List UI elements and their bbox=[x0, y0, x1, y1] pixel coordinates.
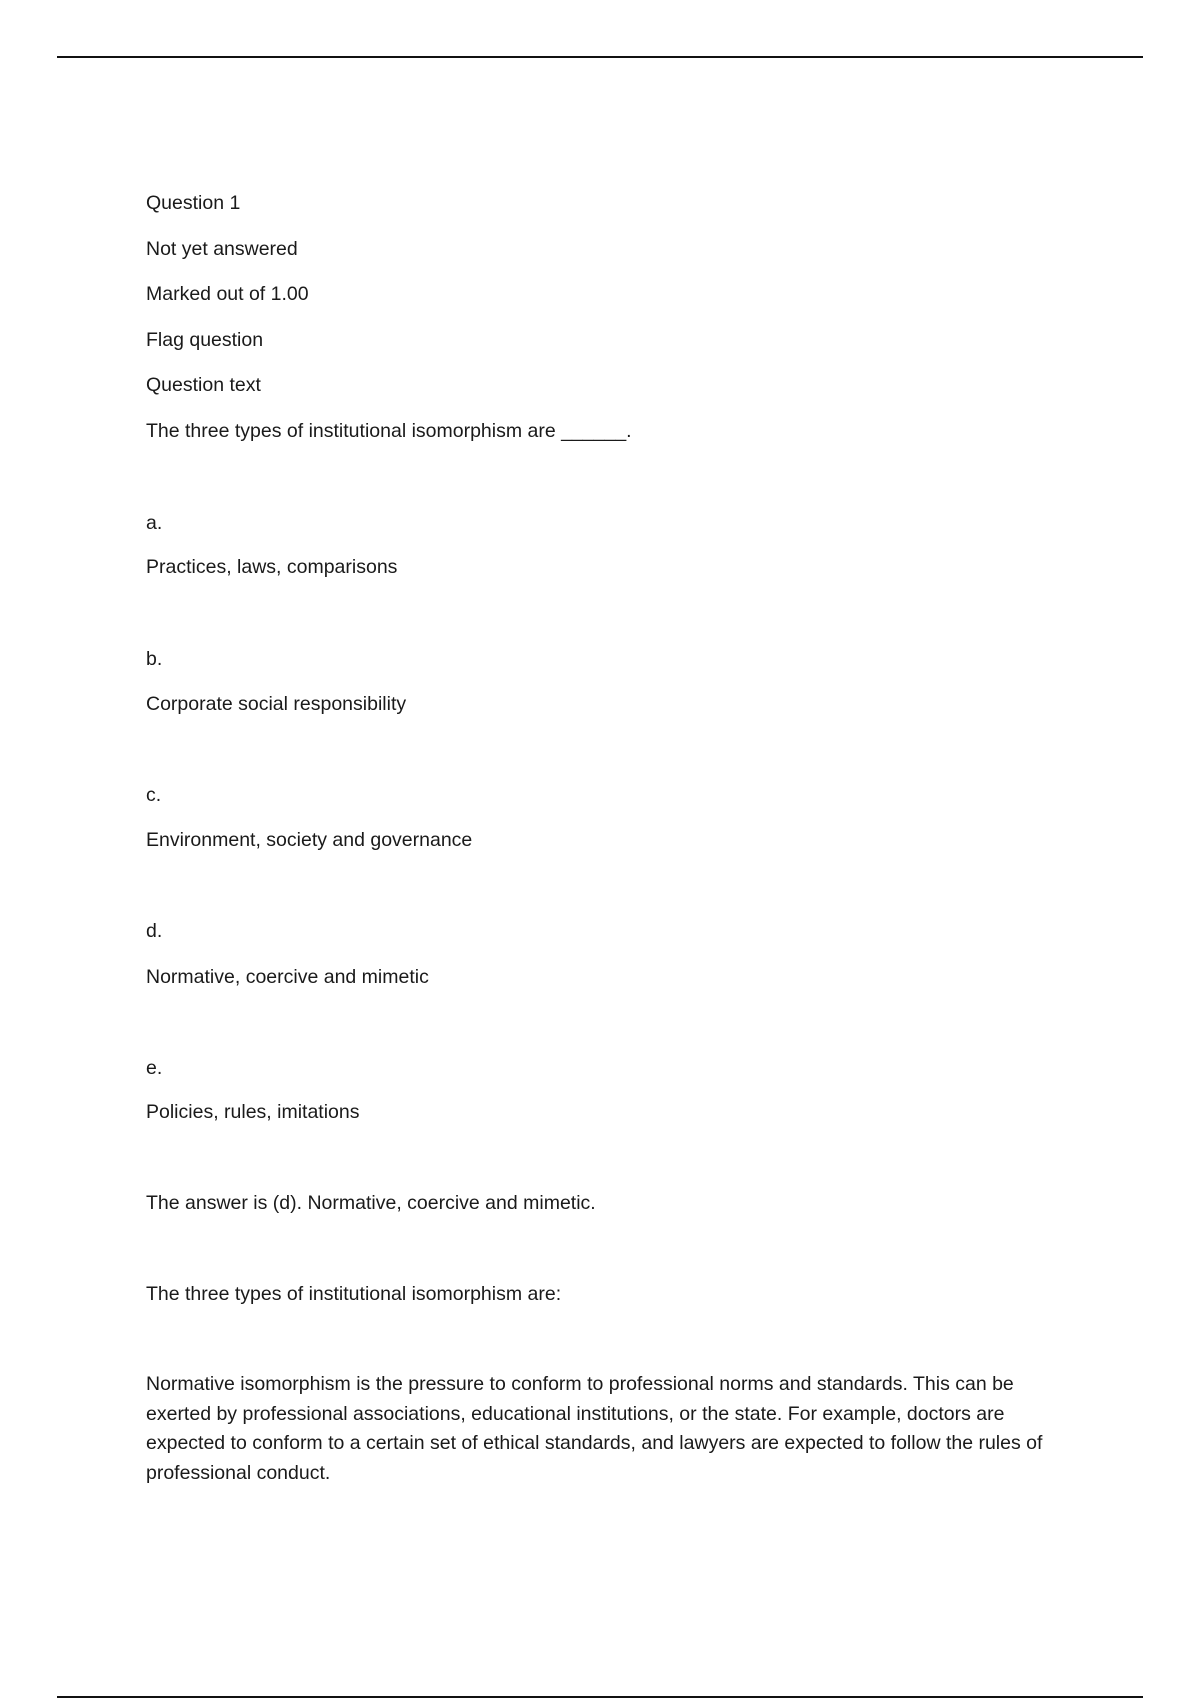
answer-explanation: Normative isomorphism is the pressure to conform to professional norms and standards. This can be exerted by professional associations, educational institutions, or the state. For example, doctors are expected to conform to a certain set of ethical standards, and lawyers are expected to follow the rules of professional conduct. bbox=[146, 1373, 1043, 1484]
option-d-text[interactable]: Normative, coercive and mimetic bbox=[146, 966, 429, 988]
question-status: Not yet answered bbox=[146, 238, 298, 260]
option-c-text[interactable]: Environment, society and governance bbox=[146, 829, 473, 851]
question-number: Question 1 bbox=[146, 192, 241, 214]
question-prompt: The three types of institutional isomorphism are ______. bbox=[146, 420, 632, 442]
question-marks: Marked out of 1.00 bbox=[146, 283, 309, 305]
question-text-label: Question text bbox=[146, 374, 261, 396]
option-e-letter[interactable]: e. bbox=[146, 1057, 163, 1079]
option-b-letter[interactable]: b. bbox=[146, 648, 163, 670]
flag-question-link[interactable]: Flag question bbox=[146, 329, 264, 351]
option-c-letter[interactable]: c. bbox=[146, 784, 162, 806]
option-d-letter[interactable]: d. bbox=[146, 920, 163, 942]
option-b-text[interactable]: Corporate social responsibility bbox=[146, 693, 407, 715]
answer-intro: The three types of institutional isomorphism are: bbox=[146, 1283, 562, 1305]
top-rule bbox=[57, 56, 1143, 58]
bottom-rule bbox=[57, 1696, 1143, 1698]
option-a-letter[interactable]: a. bbox=[146, 512, 163, 534]
answer-statement: The answer is (d). Normative, coercive and mimetic. bbox=[146, 1192, 596, 1214]
option-a-text[interactable]: Practices, laws, comparisons bbox=[146, 556, 398, 578]
option-e-text[interactable]: Policies, rules, imitations bbox=[146, 1101, 360, 1123]
